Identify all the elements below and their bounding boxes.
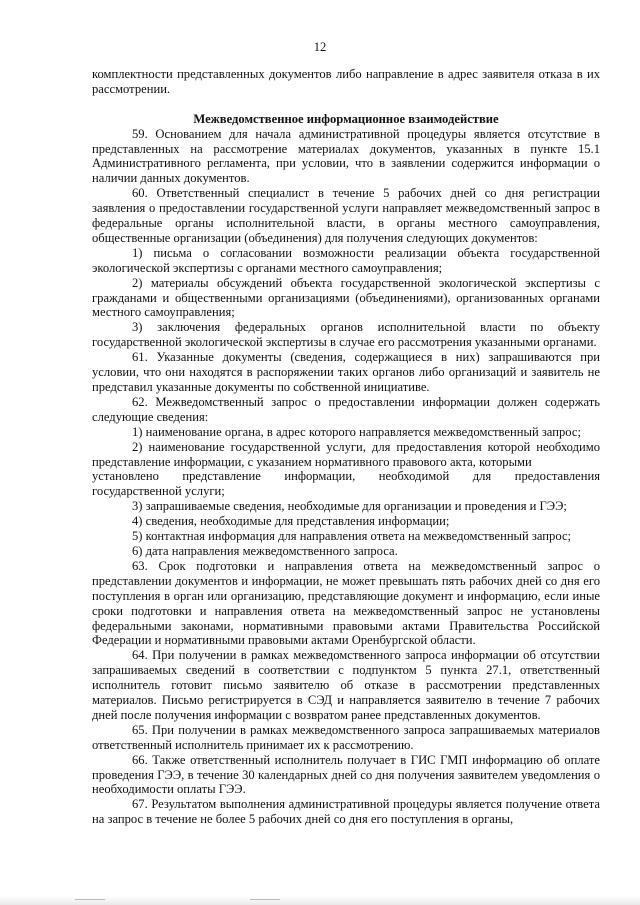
paragraph-59: 59. Основанием для начала административной процедуры является отсутствие в представленных на рассмотрение материалах документов, указанных в пункте 15.1 Административного регламента, при условии, что в заявлении содержится информации о наличии данных документов. bbox=[92, 126, 600, 186]
word: предоставления bbox=[514, 469, 600, 484]
paragraph-62-item-2: 2) наименование государственной услуги, для предоставления которой необходимо представление информации, с указанием нормативного правового акта, которыми bbox=[92, 439, 600, 469]
paragraph-67: 67. Результатом выполнения административной процедуры является получение ответа на запрос в течение не более 5 рабочих дней со дня его поступления в органы, bbox=[92, 797, 600, 827]
word: необходимой bbox=[378, 469, 450, 484]
word: информации, bbox=[284, 469, 356, 484]
paragraph-62-item-4: 4) сведения, необходимые для представления информации; bbox=[132, 514, 450, 529]
intro-paragraph: комплектности представленных документов либо направление в адрес заявителя отказа в их рассмотрении. bbox=[92, 67, 600, 96]
paragraph-61: 61. Указанные документы (сведения, содержащиеся в них) запрашиваются при условии, что они находятся в распоряжении таких органов либо организаций и заявитель не представил указанные документы по собственной инициативе. bbox=[92, 350, 600, 395]
paragraph-60-item-1: 1) письма о согласовании возможности реализации объекта государственной экологической экспертизы с органами местного самоуправления; bbox=[92, 245, 600, 275]
paragraph-64: 64. При получении в рамках межведомственного запроса информации об отсутствии запрашиваемых сведений в соответствии с подпунктом 5 пункта 27.1, ответственный исполнитель готовит письмо заявителю об отказе в рассмотрении представленных материалов. Письмо регистрируется в СЭД и направляется заявителю в течение 7 рабочих дней после получения информации с возвратом ранее представленных документов. bbox=[92, 648, 600, 722]
paragraph-60: 60. Ответственный специалист в течение 5 рабочих дней со дня регистрации заявления о предоставлении государственной услуги направляет межведомственный запрос в федеральные органы исполнительной власти, в органы местного самоуправления, общественные организации (объединения) для получения следующих документов: bbox=[92, 186, 600, 245]
page-number: 12 bbox=[313, 40, 327, 54]
paragraph-62-item-2-end: государственной услуги; bbox=[92, 484, 225, 499]
document-body bbox=[92, 67, 600, 827]
scan-mark bbox=[250, 899, 280, 900]
paragraph-60-item-3: 3) заключения федеральных органов исполнительной власти по объекту государственной экологической экспертизы в случае его рассмотрения указанными органами. bbox=[92, 320, 600, 350]
paragraph-62-item-3: 3) запрашиваемые сведения, необходимые для организации и проведения и ГЭЭ; bbox=[132, 499, 567, 514]
word: установлено bbox=[92, 469, 159, 484]
paragraph-62-item-5: 5) контактная информация для направления ответа на межведомственный запрос; bbox=[132, 529, 572, 544]
paragraph-66: 66. Также ответственный исполнитель получает в ГИС ГМП информацию об оплате проведения ГЭЭ, в течение 30 календарных дней со дня получения заявителем уведомления о необходимости оплаты ГЭЭ. bbox=[92, 752, 600, 797]
paragraph-62-item-1: 1) наименование органа, в адрес которого направляется межведомственный запрос; bbox=[132, 424, 581, 439]
section-heading: Межведомственное информационное взаимодействие bbox=[193, 111, 499, 126]
paragraph-60-item-2: 2) материалы обсуждений объекта государственной экологической экспертизы с гражданами и общественными организациями (объединениями), организованных органами местного самоуправления; bbox=[92, 275, 600, 320]
scan-edge bbox=[0, 896, 640, 905]
word: представление bbox=[182, 469, 261, 484]
paragraph-62: 62. Межведомственный запрос о предоставлении информации должен содержать следующие сведения: bbox=[92, 394, 600, 424]
paragraph-62-item-6: 6) дата направления межведомственного запроса. bbox=[132, 543, 398, 558]
paragraph-62-item-2-line bbox=[92, 469, 600, 484]
word: для bbox=[472, 469, 492, 484]
scan-mark bbox=[75, 899, 105, 900]
paragraph-65: 65. При получении в рамках межведомственного запроса запрашиваемых материалов ответственный исполнитель принимает их к рассмотрению. bbox=[92, 722, 600, 752]
paragraph-63: 63. Срок подготовки и направления ответа на межведомственный запрос о представлении документов и информации, не может превышать пять рабочих дней со дня его поступления в орган или организацию, представляющие документ и информацию, если иные сроки подготовки и направления ответа на межведомственный запрос не установлены федеральными законами, нормативными правовыми актами Правительства Российской Федерации и нормативными правовыми актами Оренбургской области. bbox=[92, 558, 600, 648]
spacer bbox=[92, 97, 600, 112]
